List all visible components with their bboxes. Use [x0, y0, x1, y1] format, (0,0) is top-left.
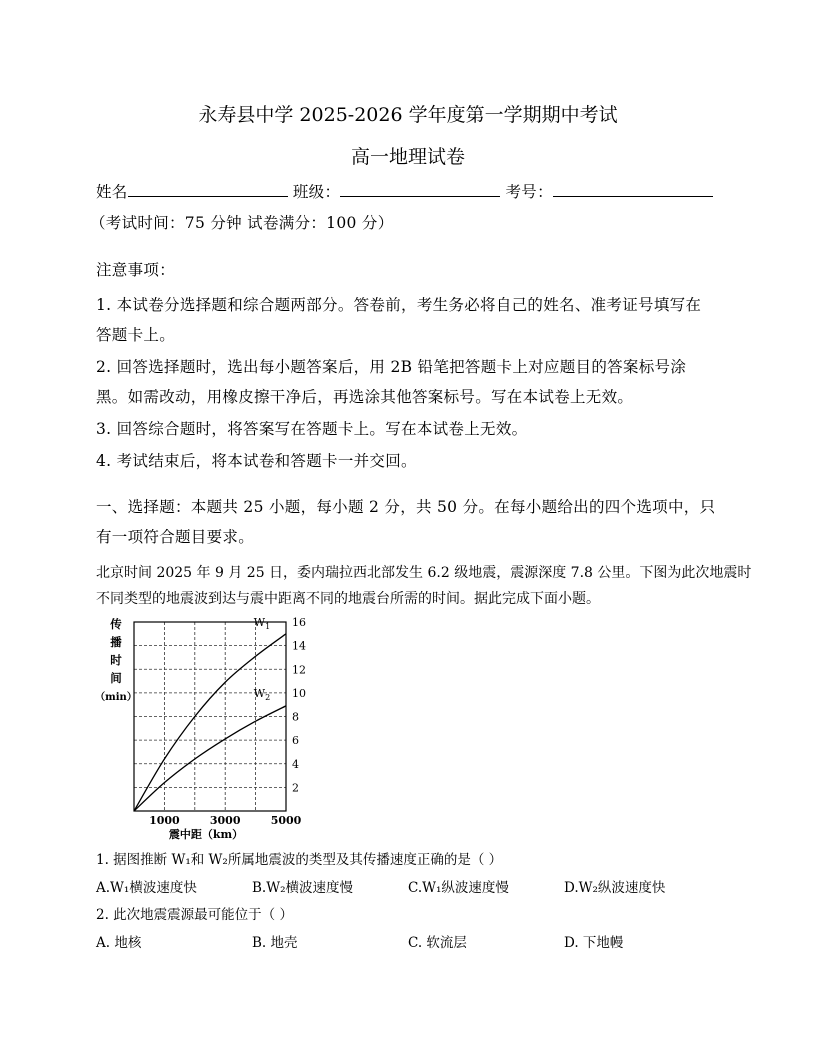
question-1-option-c[interactable]: C.W₁纵波速度慢 — [408, 880, 509, 896]
y-tick-label: 12 — [292, 663, 306, 677]
exam-no-label: 考号： — [505, 183, 553, 201]
note-item-1-line-1: 1. 本试卷分选择题和综合题两部分。答卷前，考生务必将自己的姓名、准考证号填写在 — [96, 296, 702, 314]
y-tick-label: 4 — [292, 757, 299, 771]
note-item-4: 4. 考试结束后，将本试卷和答题卡一并交回。 — [96, 452, 417, 470]
y-axis-label-char: 播 — [110, 635, 122, 649]
y-tick-label: 10 — [292, 686, 306, 700]
chart-ylabel — [95, 617, 137, 703]
question-1-option-d[interactable]: D.W₂纵波速度快 — [564, 880, 666, 896]
section-heading-line-2: 有一项符合题目要求。 — [96, 528, 255, 546]
y-tick-label: 6 — [292, 734, 299, 748]
question-2-option-b[interactable]: B. 地壳 — [252, 935, 298, 951]
series-line-w1 — [134, 634, 286, 811]
question-2-option-a[interactable]: A. 地核 — [96, 935, 142, 951]
x-tick-label: 3000 — [209, 814, 241, 827]
y-tick-label: 2 — [292, 781, 299, 795]
student-info-row — [96, 180, 713, 202]
y-axis-label-char: 传 — [110, 617, 122, 631]
note-item-2-line-1: 2. 回答选择题时，选出每小题答案后，用 2B 铅笔把答题卡上对应题目的答案标号涂 — [96, 358, 687, 376]
notes-heading: 注意事项： — [96, 261, 176, 279]
exam-info: （考试时间：75 分钟 试卷满分：100 分） — [90, 214, 394, 232]
exam-subtitle: 高一地理试卷 — [350, 146, 465, 168]
seismic-wave-chart — [90, 610, 320, 845]
y-tick-label: 14 — [292, 639, 306, 653]
class-label: 班级： — [292, 183, 341, 201]
question-1-option-b[interactable]: B.W₂横波速度慢 — [252, 880, 353, 896]
material-line-2: 不同类型的地震波到达与震中距离不同的地震台所需的时间。据此完成下面小题。 — [96, 591, 600, 607]
material-line-1: 北京时间 2025 年 9 月 25 日，委内瑞拉西北部发生 6.2 级地震，震源深度 7.8 公里。下图为此次地震时 — [96, 565, 752, 581]
name-field[interactable] — [128, 182, 288, 197]
series-label-w2: $W_2$ — [253, 686, 271, 702]
name-label: 姓名 — [96, 183, 128, 201]
y-axis-label-char: （min） — [95, 692, 137, 703]
question-1-stem: 1. 据图推断 W₁和 W₂所属地震波的类型及其传播速度正确的是（ ） — [96, 852, 503, 868]
series-label-w1: $W_1$ — [253, 615, 271, 631]
y-axis-label-char: 间 — [110, 671, 122, 685]
question-1-option-a[interactable]: A.W₁横波速度快 — [96, 880, 197, 896]
question-2-option-d[interactable]: D. 下地幔 — [564, 935, 624, 951]
y-tick-label: 16 — [292, 616, 306, 629]
y-axis-label-char: 时 — [110, 653, 122, 667]
question-2-option-c[interactable]: C. 软流层 — [408, 935, 467, 951]
chart-series — [134, 616, 286, 811]
chart-ticks — [149, 616, 306, 827]
section-heading-line-1: 一、选择题：本题共 25 小题，每小题 2 分，共 50 分。在每小题给出的四个选项中，只 — [96, 498, 716, 516]
x-axis-label: 震中距（km） — [168, 828, 244, 841]
note-item-1-line-2: 答题卡上。 — [96, 326, 176, 344]
note-item-3: 3. 回答综合题时，将答案写在答题卡上。写在本试卷上无效。 — [96, 420, 528, 438]
x-tick-label: 5000 — [270, 814, 302, 827]
exam-no-field[interactable] — [553, 182, 713, 197]
series-line-w2 — [134, 706, 286, 811]
question-2-stem: 2. 此次地震震源最可能位于（ ） — [96, 907, 293, 923]
class-field[interactable] — [340, 182, 500, 197]
exam-title: 永寿县中学 2025-2026 学年度第一学期期中考试 — [198, 104, 618, 126]
y-tick-label: 8 — [292, 710, 299, 724]
chart-xlabel — [169, 827, 243, 841]
x-tick-label: 1000 — [149, 814, 180, 827]
note-item-2-line-2: 黑。如需改动，用橡皮擦干净后，再选涂其他答案标号。写在本试卷上无效。 — [96, 388, 634, 406]
